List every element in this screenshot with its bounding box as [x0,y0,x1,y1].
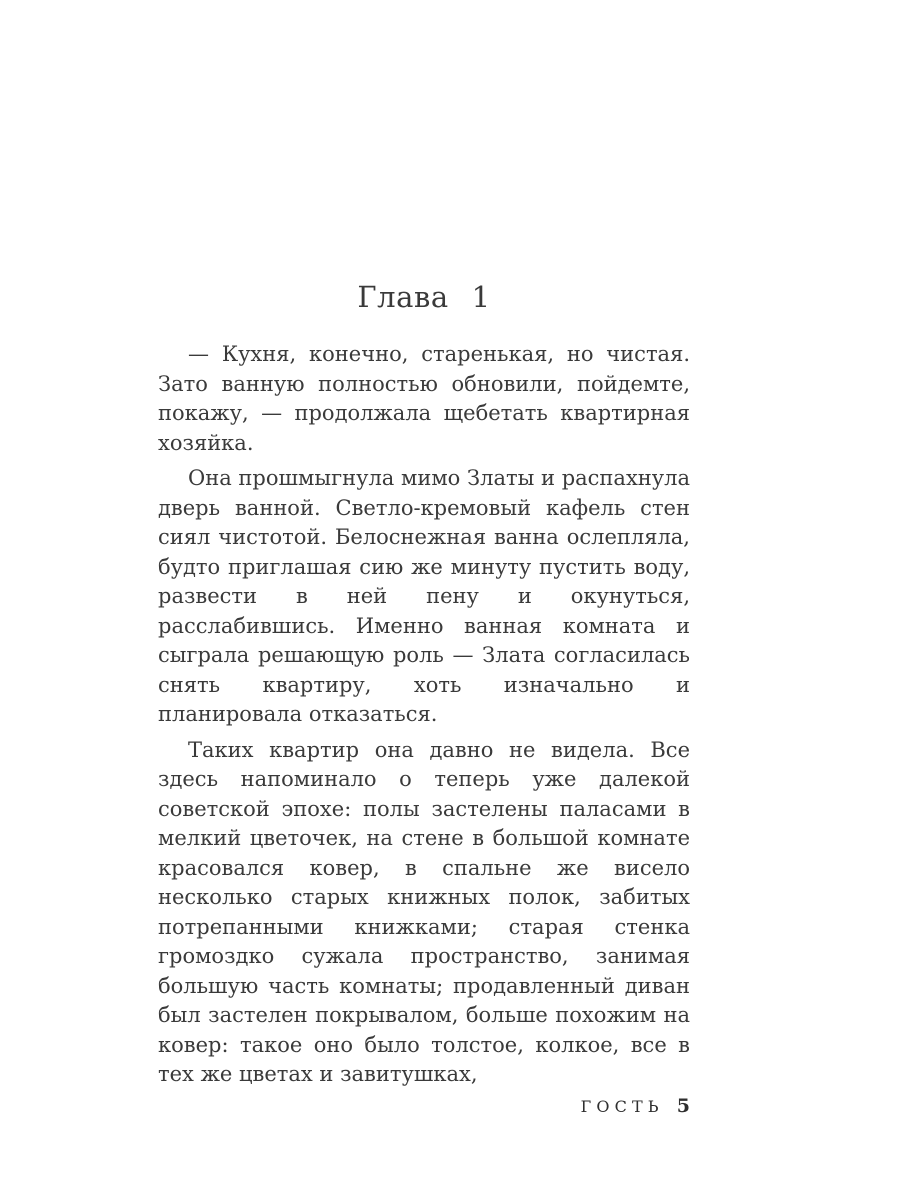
page-footer [158,1095,690,1117]
paragraph: — Кухня, конечно, старенькая, но чистая. Зато ванную полностью обновили, пойдемте, покажу, — продолжала щебетать квартирная хозяйка. [158,342,690,455]
page-number: 5 [676,1095,690,1117]
body-text [158,340,690,1096]
paragraph: Таких квартир она давно не видела. Все здесь напоминало о теперь уже далекой советской эпохе: полы застелены паласами в мелкий цветочек, на стене в большой комнате красовался ковер, в спальне же висело несколько старых книжных полок, забитых потрепанными книжками; старая стенка громоздко сужала пространство, занимая большую часть комнаты; продавленный диван был застелен покрывалом, больше похожим на ковер: такое оно было толстое, колкое, все в тех же цветах и завитушках, [158,737,690,1086]
paragraph: Она прошмыгнула мимо Златы и распахнула дверь ванной. Светло-кремовый кафель стен сиял чистотой. Белоснежная ванна ослепляла, будто приглашая сию же минуту пустить воду, развести в ней пену и окунуться, расслабившись. Именно ванная комната и сыграла решающую роль — Злата согласилась снять квартиру, хоть изначально и планировала отказаться. [158,466,690,726]
running-book-title: ГОСТЬ [580,1097,664,1116]
chapter-title: Глава 1 [357,280,491,314]
